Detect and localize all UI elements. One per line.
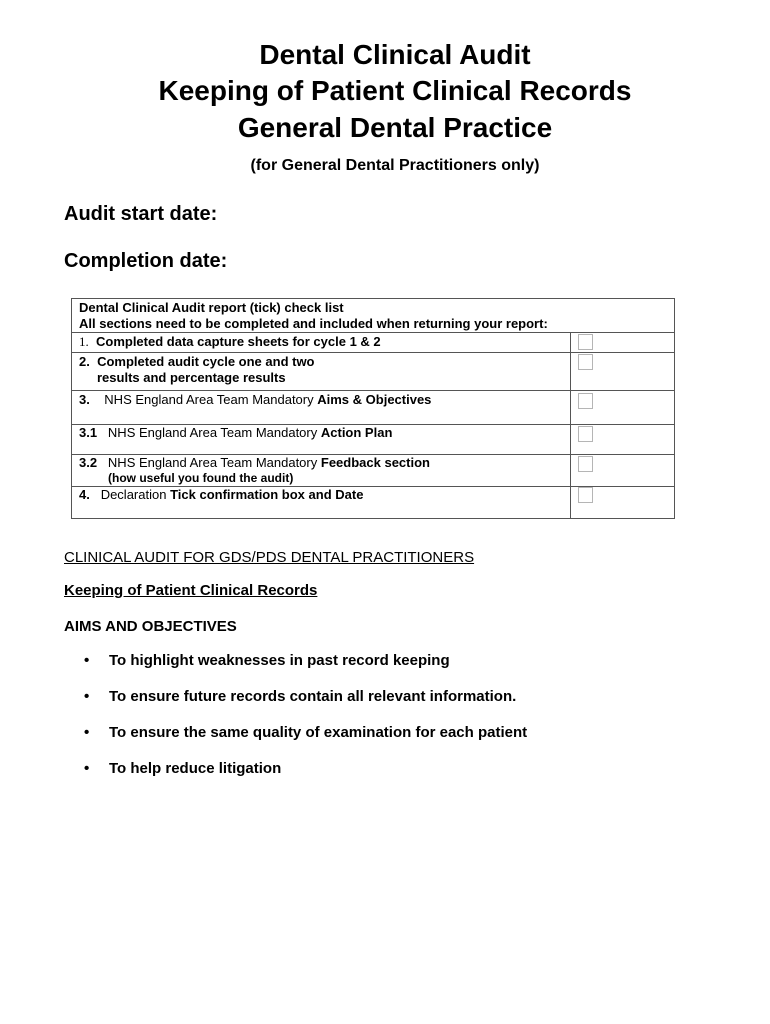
tick-checkbox-3[interactable]: [578, 393, 593, 409]
document-title-line-3: General Dental Practice: [237, 112, 553, 143]
checklist-row-number: 3.1: [79, 425, 98, 440]
audit-start-date-label: Audit start date:: [64, 203, 218, 225]
column-divider: [570, 425, 571, 454]
checklist-row-3: [72, 391, 674, 425]
document-subtitle: (for General Dental Practitioners only): [250, 157, 540, 174]
checklist-header-title: Dental Clinical Audit report (tick) check list: [79, 300, 344, 315]
aim-text: To ensure future records contain all relevant information.: [109, 688, 517, 705]
checklist-row-number: 3.2: [79, 455, 98, 470]
checklist-row-label: Aims & Objectives: [317, 392, 432, 407]
checklist-row-text: Declaration: [100, 487, 167, 502]
column-divider: [570, 455, 571, 486]
section-subheading: Keeping of Patient Clinical Records: [64, 582, 318, 599]
checklist-row-label: Action Plan: [320, 425, 393, 440]
bullet-icon: •: [84, 688, 90, 705]
checklist-row-number: 1.: [79, 334, 89, 349]
checklist-row-note: (how useful you found the audit): [108, 471, 294, 485]
document-title: Dental Clinical Audit: [259, 39, 531, 70]
checklist-table: [71, 298, 675, 519]
checklist-row-3-1: [72, 425, 674, 455]
aims-heading: AIMS AND OBJECTIVES: [64, 618, 237, 635]
checklist-row-4: [72, 487, 674, 519]
checklist-row-1: [72, 333, 674, 353]
checklist-row-text: NHS England Area Team Mandatory: [107, 425, 318, 440]
aim-text: To highlight weaknesses in past record keeping: [109, 652, 450, 669]
checklist-row-number: 3.: [79, 392, 90, 407]
checklist-row-label: Completed audit cycle one and two: [97, 354, 315, 369]
bullet-icon: •: [84, 724, 90, 741]
tick-checkbox-3-2[interactable]: [578, 456, 593, 472]
tick-checkbox-1[interactable]: [578, 334, 593, 350]
document-title-line-2: Keeping of Patient Clinical Records: [158, 75, 632, 106]
tick-checkbox-2[interactable]: [578, 354, 593, 370]
checklist-header: [72, 299, 674, 333]
section-title-link[interactable]: CLINICAL AUDIT FOR GDS/PDS DENTAL PRACTITIONERS: [64, 549, 475, 566]
checklist-row-note: results and percentage results: [97, 370, 286, 385]
bullet-icon: •: [84, 652, 90, 669]
checklist-row-label: Tick confirmation box and Date: [170, 487, 364, 502]
bullet-icon: •: [84, 760, 90, 777]
checklist-row-3-2: [72, 455, 674, 487]
checklist-row-label: Completed data capture sheets for cycle 1 & 2: [95, 334, 381, 349]
tick-checkbox-4[interactable]: [578, 487, 593, 503]
column-divider: [570, 487, 571, 519]
checklist-row-number: 4.: [79, 487, 90, 502]
checklist-row-text: NHS England Area Team Mandatory: [104, 392, 314, 407]
checklist-row-label: Feedback section: [320, 455, 430, 470]
checklist-row-number: 2.: [79, 354, 90, 369]
tick-checkbox-3-1[interactable]: [578, 426, 593, 442]
aim-text: To ensure the same quality of examination for each patient: [109, 724, 528, 741]
completion-date-label: Completion date:: [64, 250, 228, 272]
aim-text: To help reduce litigation: [109, 760, 282, 777]
column-divider: [570, 391, 571, 424]
checklist-row-text: NHS England Area Team Mandatory: [107, 455, 318, 470]
column-divider: [570, 333, 571, 352]
checklist-header-instructions: All sections need to be completed and included when returning your report:: [79, 316, 548, 331]
checklist-row-2: [72, 353, 674, 391]
column-divider: [570, 353, 571, 390]
